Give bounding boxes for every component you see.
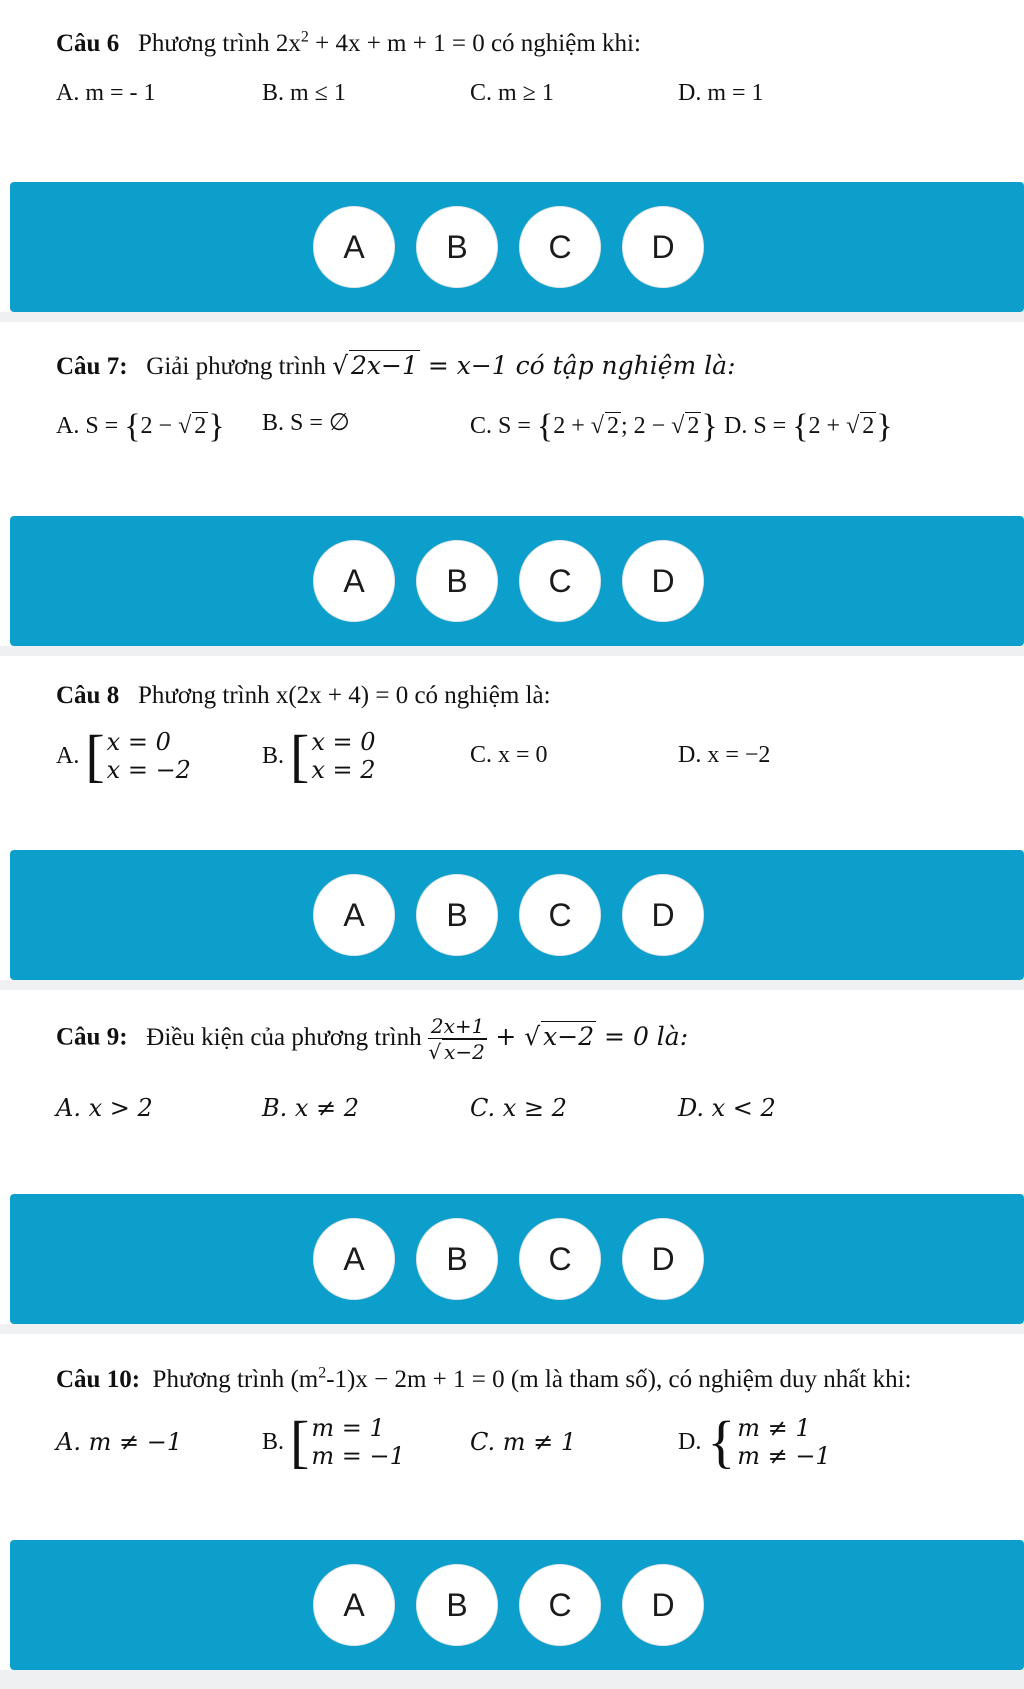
question-6-answer-bar — [10, 182, 1024, 312]
question-9-option-d: D. x < 2 — [678, 1094, 776, 1122]
question-6-answer-d[interactable]: D — [622, 206, 704, 288]
question-10-option-a: A. m ≠ −1 — [56, 1428, 183, 1456]
question-7-answer-bar — [10, 516, 1024, 646]
question-7-option-b: B. S = ∅ — [262, 410, 350, 436]
question-9-option-c: C. x ≥ 2 — [470, 1094, 567, 1122]
question-6-title — [56, 30, 641, 58]
separator — [0, 312, 1024, 322]
question-8-option-d: D. x = −2 — [678, 742, 771, 768]
question-9-title — [56, 1014, 688, 1064]
question-8-option-a: A. [ x = 0 x = −2 — [56, 723, 191, 788]
question-9-answer-bar — [10, 1194, 1024, 1324]
question-7-label: Câu 7: — [56, 353, 128, 380]
question-6-option-b: B. m ≤ 1 — [262, 80, 346, 106]
question-7 — [0, 322, 1024, 516]
question-10-option-d: D. { m ≠ 1 m ≠ −1 — [678, 1409, 831, 1474]
question-8-answer-d[interactable]: D — [622, 874, 704, 956]
question-8-answer-bar — [10, 850, 1024, 980]
question-9 — [0, 990, 1024, 1194]
question-7-option-d: D. S = {2 + √ 2} — [724, 408, 893, 445]
question-7-text: Giải phương trình √ 2x−1 = x−1 có tập nghiệm là: — [146, 351, 736, 380]
question-10-answer-c[interactable]: C — [519, 1564, 601, 1646]
question-6-answer-b[interactable]: B — [416, 206, 498, 288]
question-10-answer-a[interactable]: A — [313, 1564, 395, 1646]
question-9-answer-a[interactable]: A — [313, 1218, 395, 1300]
question-8-option-c: C. x = 0 — [470, 742, 548, 768]
question-6-answer-c[interactable]: C — [519, 206, 601, 288]
question-6-option-d: D. m = 1 — [678, 80, 764, 106]
question-9-option-b: B. x ≠ 2 — [262, 1094, 360, 1122]
question-6-label: Câu 6 — [56, 30, 120, 57]
question-9-option-a: A. x > 2 — [56, 1094, 153, 1122]
question-10-answer-b[interactable]: B — [416, 1564, 498, 1646]
question-9-text: Điều kiện của phương trình $\frac{2x+1}{√ x-2}$ + √ x−2 = 0 là: — [146, 1014, 689, 1064]
separator — [0, 980, 1024, 990]
question-10-text: Phương trình $(m^2-1)x - 2m + 1 = 0$ (m là tham số), có nghiệm duy nhất khi: — [152, 1364, 912, 1393]
question-8-answer-a[interactable]: A — [313, 874, 395, 956]
question-8 — [0, 656, 1024, 850]
question-8-label: Câu 8 — [56, 682, 120, 709]
question-10-label: Câu 10: — [56, 1366, 141, 1393]
question-7-answer-a[interactable]: A — [313, 540, 395, 622]
question-6 — [0, 0, 1024, 182]
question-10 — [0, 1334, 1024, 1540]
question-10-option-c: C. m ≠ 1 — [470, 1428, 577, 1456]
question-9-label: Câu 9: — [56, 1023, 128, 1051]
question-7-title — [56, 350, 736, 381]
question-7-option-a: A. S = {2 − √ 2} — [56, 408, 225, 445]
question-7-answer-c[interactable]: C — [519, 540, 601, 622]
question-10-answer-d[interactable]: D — [622, 1564, 704, 1646]
separator — [0, 1324, 1024, 1334]
question-10-option-b: B. [ m = 1 m = −1 — [262, 1409, 405, 1474]
question-7-answer-b[interactable]: B — [416, 540, 498, 622]
question-9-answer-c[interactable]: C — [519, 1218, 601, 1300]
question-7-option-c: C. S = {2 + √ 2; 2 − √ 2} — [470, 408, 718, 445]
question-8-title — [56, 682, 551, 710]
question-6-option-a: A. m = - 1 — [56, 80, 156, 106]
separator — [0, 646, 1024, 656]
question-10-answer-bar — [10, 1540, 1024, 1670]
question-10-title — [56, 1366, 912, 1394]
question-8-answer-c[interactable]: C — [519, 874, 601, 956]
question-6-option-c: C. m ≥ 1 — [470, 80, 554, 106]
question-6-text: Phương trình $2x^2 + 4x + m + 1 = 0$ có nghiệm khi: — [137, 28, 641, 57]
question-8-option-b: B. [ x = 0 x = 2 — [262, 723, 376, 788]
question-9-answer-d[interactable]: D — [622, 1218, 704, 1300]
separator — [0, 1670, 1024, 1689]
question-7-answer-d[interactable]: D — [622, 540, 704, 622]
question-6-answer-a[interactable]: A — [313, 206, 395, 288]
question-8-answer-b[interactable]: B — [416, 874, 498, 956]
question-9-answer-b[interactable]: B — [416, 1218, 498, 1300]
question-8-text: Phương trình x(2x + 4) = 0 có nghiệm là: — [137, 682, 551, 709]
